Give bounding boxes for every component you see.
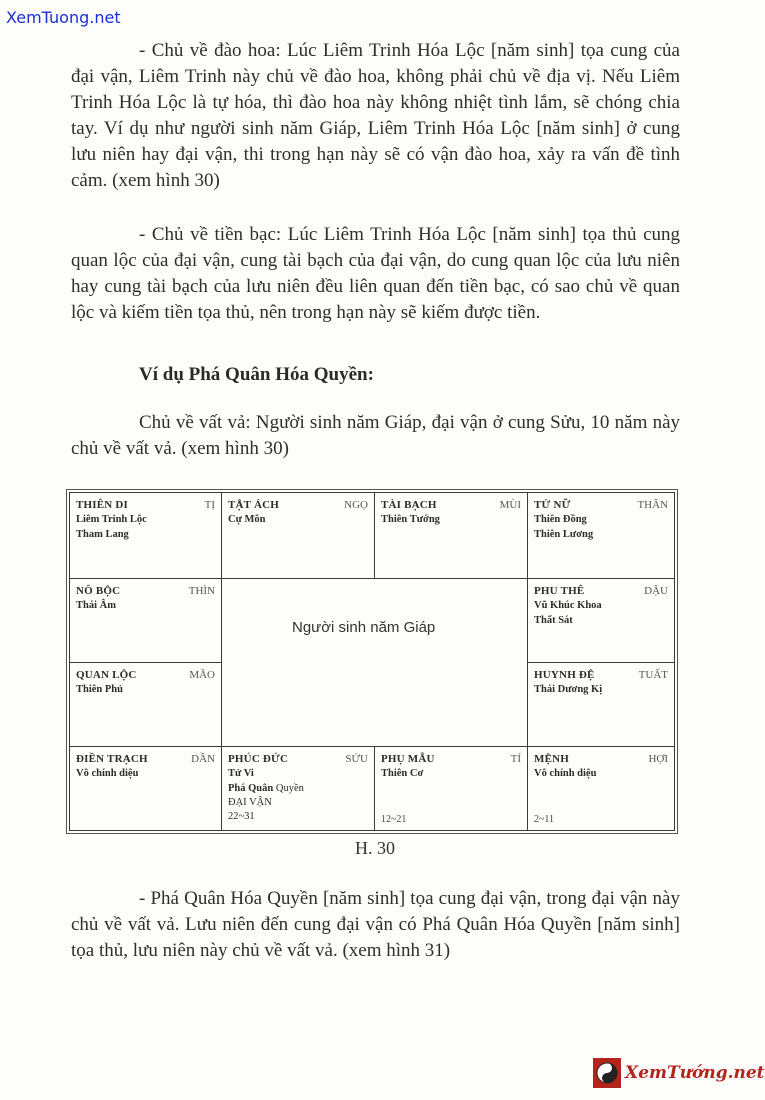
branch-name: DẬU bbox=[644, 585, 668, 597]
palace-name: NÔ BỘC bbox=[76, 585, 121, 597]
palace-name: MỆNH bbox=[534, 753, 570, 765]
cell-phuc-duc bbox=[222, 747, 375, 831]
logo-text: XemTướng.net bbox=[625, 1063, 765, 1083]
star: Vũ Khúc Khoa bbox=[534, 600, 602, 611]
branch-name: MÃO bbox=[189, 669, 215, 681]
cell-no-boc bbox=[70, 579, 222, 663]
dai-van-label: ĐẠI VẬN bbox=[228, 797, 272, 808]
star-pha-quan bbox=[228, 781, 368, 796]
cell-phu-the bbox=[528, 579, 674, 663]
branch-name: NGỌ bbox=[344, 499, 368, 511]
star-bold: Phá Quân bbox=[228, 783, 274, 794]
branch-name: DẦN bbox=[191, 753, 215, 765]
branch-name: TUẤT bbox=[638, 669, 668, 681]
chart-center bbox=[222, 579, 528, 747]
age-range: 12~21 bbox=[381, 814, 407, 825]
palace-name: ĐIỀN TRẠCH bbox=[76, 753, 148, 765]
star: Thái Dương Kị bbox=[534, 684, 603, 695]
age-range: 22~31 bbox=[228, 811, 255, 822]
section-heading: Ví dụ Phá Quân Hóa Quyền: bbox=[139, 364, 374, 385]
center-text: Người sinh năm Giáp bbox=[292, 619, 436, 636]
palace-name: PHỤ MẪU bbox=[381, 753, 435, 765]
palace-name: HUYNH ĐỆ bbox=[534, 669, 595, 681]
branch-name: HỢI bbox=[648, 753, 668, 765]
paragraph-pha-quan: - Phá Quân Hóa Quyền [năm sinh] tọa cung đại vận, trong đại vận này chủ về vất vả. Lưu niên đến cung đại vận có Phá Quân Hóa Quyền [năm sinh] tọa thủ, lưu niên này chủ về vất vả. (xem hình 31) bbox=[71, 888, 680, 961]
horoscope-chart bbox=[66, 489, 678, 834]
star: Tham Lang bbox=[76, 529, 129, 540]
cell-phu-mau bbox=[375, 747, 528, 831]
star: Thiên Cơ bbox=[381, 768, 424, 779]
star: Thiên Phủ bbox=[76, 684, 123, 695]
palace-name: TỬ NỮ bbox=[534, 499, 571, 511]
branch-name: THÌN bbox=[188, 585, 215, 597]
palace-name: QUAN LỘC bbox=[76, 669, 137, 681]
star: Thái Âm bbox=[76, 600, 116, 611]
star: Liêm Trinh Lộc bbox=[76, 514, 147, 525]
palace-name: PHÚC ĐỨC bbox=[228, 753, 289, 765]
site-logo[interactable] bbox=[593, 1058, 765, 1088]
palace-name: THIÊN DI bbox=[76, 499, 129, 511]
palace-name: TÀI BẠCH bbox=[381, 499, 437, 511]
star-transform: Quyền bbox=[273, 783, 304, 794]
branch-name: SỬU bbox=[345, 753, 368, 765]
branch-name: TỊ bbox=[204, 499, 215, 511]
star: Vô chính diệu bbox=[76, 768, 139, 779]
star: Thiên Lương bbox=[534, 529, 594, 540]
site-watermark[interactable]: XemTuong.net bbox=[6, 8, 121, 27]
star: Cự Môn bbox=[228, 514, 266, 525]
paragraph-vat-va: Chủ về vất vả: Người sinh năm Giáp, đại vận ở cung Sửu, 10 năm này chủ về vất vả. (xem hình 30) bbox=[71, 412, 680, 459]
cell-tu-nu bbox=[528, 493, 674, 579]
yin-yang-icon bbox=[593, 1058, 621, 1088]
star: Thất Sát bbox=[534, 615, 573, 626]
star: Thiên Tướng bbox=[381, 514, 440, 525]
cell-tat-ach bbox=[222, 493, 375, 579]
cell-tai-bach bbox=[375, 493, 528, 579]
cell-dien-trach bbox=[70, 747, 222, 831]
paragraph-tien-bac: - Chủ về tiền bạc: Lúc Liêm Trinh Hóa Lộc [năm sinh] tọa thủ cung quan lộc của đại vận, cung tài bạch của đại vận, do cung quan lộc của lưu niên hay cung tài bạch của lưu niên đều liên quan đến tiền bạc, có sao chủ về quan lộc và kiếm tiền tọa thủ, nên trong hạn này sẽ kiếm được tiền. bbox=[71, 224, 680, 323]
cell-huynh-de bbox=[528, 663, 674, 747]
star: Vô chính diệu bbox=[534, 768, 597, 779]
star: Thiên Đồng bbox=[534, 514, 587, 525]
cell-thien-di bbox=[70, 493, 222, 579]
branch-name: THÂN bbox=[637, 499, 668, 511]
cell-menh bbox=[528, 747, 674, 831]
branch-name: TÍ bbox=[510, 753, 521, 765]
cell-quan-loc bbox=[70, 663, 222, 747]
paragraph-dao-hoa: - Chủ về đào hoa: Lúc Liêm Trinh Hóa Lộc [năm sinh] tọa cung của đại vận, Liêm Trinh này chủ về đào hoa, không phải chủ về địa vị. Nếu Liêm Trinh Hóa Lộc là tự hóa, thì đào hoa này không nhiệt tình lắm, sẽ chóng chia tay. Ví dụ như người sinh năm Giáp, Liêm Trinh Hóa Lộc [năm sinh] ở cung lưu niên hay đại vận, thi trong hạn này sẽ có vận đào hoa, xảy ra vấn đề tình cảm. (xem hình 30) bbox=[71, 40, 680, 191]
palace-name: TẬT ÁCH bbox=[228, 499, 280, 511]
star: Tử Vi bbox=[228, 768, 254, 779]
age-range: 2~11 bbox=[534, 814, 555, 825]
palace-name: PHU THÊ bbox=[534, 585, 585, 597]
branch-name: MÙI bbox=[499, 499, 521, 511]
figure-caption: H. 30 bbox=[355, 838, 395, 858]
chart-frame bbox=[69, 492, 675, 831]
